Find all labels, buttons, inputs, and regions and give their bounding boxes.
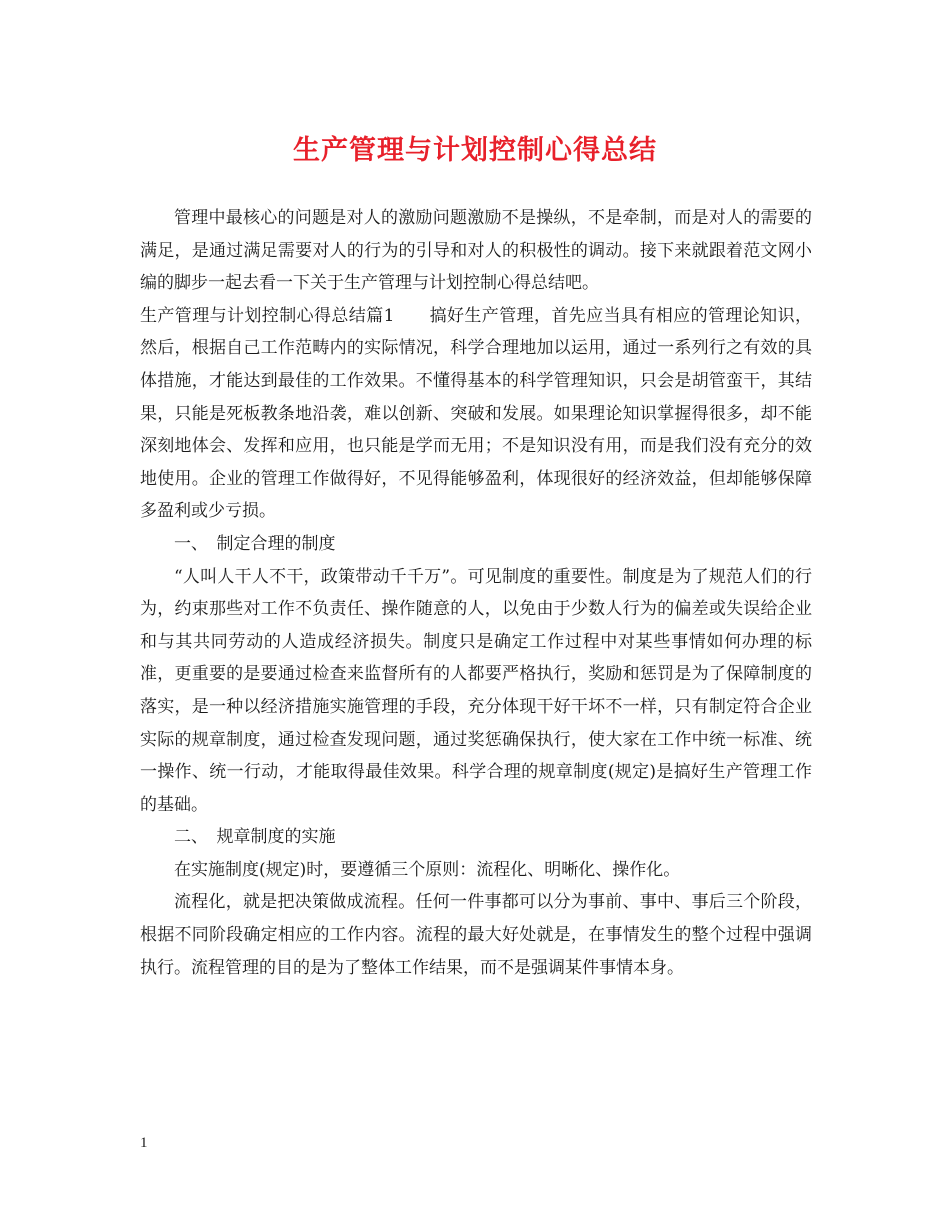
- heading-1: 一、 制定合理的制度: [174, 533, 336, 554]
- paragraph-system: “人叫人干人不干，政策带动千千万”。可见制度的重要性。制度是为了规范人们的行为，约束那些对工作不负责任、操作随意的人，以免由于少数人行为的偏差或失误给企业和与其共同劳动的人造成经济损失。制度只是确定工作过程中对某些事情如何办理的标准，更重要的是要通过检查来监督所有的人都要严格执行，奖励和惩罚是为了保障制度的落实，是一种以经济措施实施管理的手段，充分体现干好干坏不一样，只有制定符合企业实际的规章制度，通过检查发现问题，通过奖惩确保执行，使大家在工作中统一标准、统一操作、统一行动，才能取得最佳效果。科学合理的规章制度(规定)是搞好生产管理工作的基础。: [140, 566, 812, 815]
- paragraph-intro: 管理中最核心的问题是对人的激励问题激励不是操纵，不是牵制，而是对人的需要的满足，是通过满足需要对人的行为的引导和对人的积极性的调动。接下来就跟着范文网小编的脚步一起去看一下关于生产管理与计划控制心得总结吧。: [140, 208, 812, 294]
- paragraph-process: 流程化，就是把决策做成流程。任何一件事都可以分为事前、事中、事后三个阶段，根据不同阶段确定相应的工作内容。流程的最大好处就是，在事情发生的整个过程中强调执行。流程管理的目的是为了整体工作结果，而不是强调某件事情本身。: [140, 892, 812, 978]
- document-body: [140, 202, 812, 984]
- paragraph-section-1: 生产管理与计划控制心得总结篇1 搞好生产管理，首先应当具有相应的管理论知识，然后，根据自己工作范畴内的实际情况，科学合理地加以运用，通过一系列行之有效的具体措施，才能达到最佳的工作效果。不懂得基本的科学管理知识，只会是胡管蛮干，其结果，只能是死板教条地沿袭，难以创新、突破和发展。如果理论知识掌握得很多，却不能深刻地体会、发挥和应用，也只能是学而无用；不是知识没有用，而是我们没有充分的效地使用。企业的管理工作做得好，不见得能够盈利，体现很好的经济效益，但却能够保障多盈利或少亏损。: [140, 305, 812, 522]
- paragraph-principles: 在实施制度(规定)时，要遵循三个原则：流程化、明晰化、操作化。: [174, 859, 681, 880]
- page-number: 1: [140, 1135, 148, 1151]
- page-title: 生产管理与计划控制心得总结: [293, 135, 657, 166]
- heading-2: 二、 规章制度的实施: [174, 827, 336, 848]
